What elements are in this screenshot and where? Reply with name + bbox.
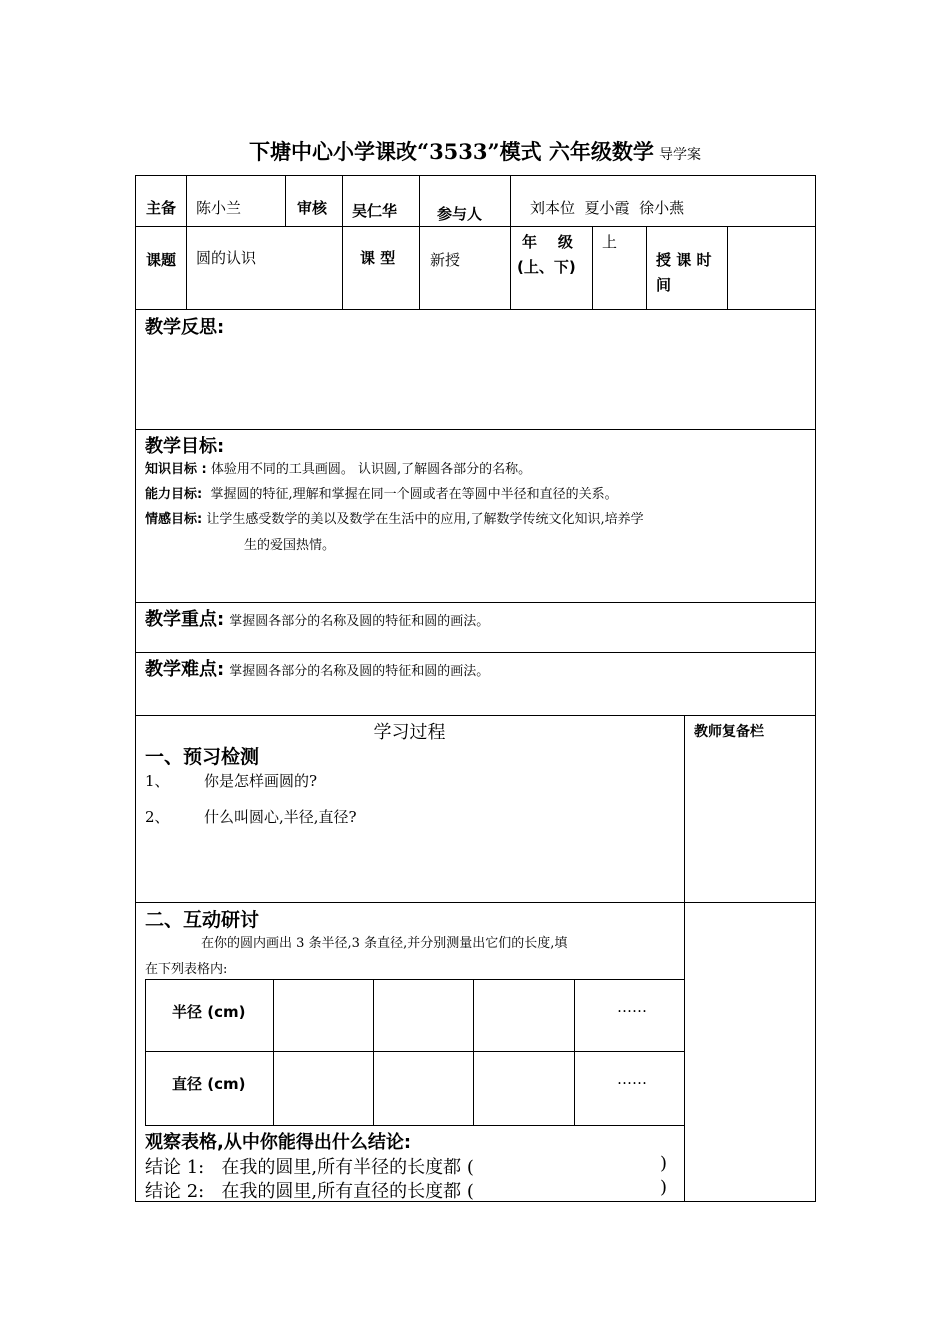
zhubei-value: 陈小兰 bbox=[196, 199, 242, 217]
canyu-value: 刘本位 夏小霞 徐小燕 bbox=[530, 199, 685, 217]
conclusion-2-close: ) bbox=[660, 1177, 668, 1198]
row-divider bbox=[135, 429, 816, 430]
row-divider bbox=[135, 715, 816, 716]
table-ellipsis: …… bbox=[617, 998, 647, 1016]
row-divider bbox=[135, 226, 816, 227]
teacher-column-header: 教师复备栏 bbox=[694, 724, 764, 740]
inner-table-border bbox=[145, 979, 684, 980]
inner-table-border bbox=[273, 979, 274, 1126]
process-title: 学习过程 bbox=[373, 722, 446, 743]
nianji-value: 上 bbox=[602, 233, 618, 251]
conclusion-2-label: 结论 2: bbox=[145, 1181, 205, 1202]
question-2-number: 2、 bbox=[145, 808, 170, 826]
key-point-text: 掌握圆各部分的名称及圆的特征和圆的画法。 bbox=[229, 614, 490, 629]
teacher-col-divider bbox=[684, 715, 685, 1201]
inner-table-border bbox=[145, 979, 146, 1126]
nianji-label-line2: (上、下) bbox=[517, 258, 576, 276]
knowledge-goal bbox=[145, 458, 531, 477]
row-divider bbox=[135, 652, 816, 653]
difficulty-text: 掌握圆各部分的名称及圆的特征和圆的画法。 bbox=[229, 664, 490, 679]
table-border-top bbox=[135, 175, 816, 176]
inner-table-border bbox=[473, 979, 474, 1126]
conclusion-1-text: 在我的圆里,所有半径的长度都 ( bbox=[221, 1157, 474, 1178]
col-divider bbox=[285, 175, 286, 226]
page-title bbox=[0, 136, 950, 166]
zhubei-label: 主备 bbox=[146, 199, 177, 217]
row-divider bbox=[135, 902, 816, 903]
section-2-title: 二、互动研讨 bbox=[145, 909, 260, 931]
table-row-radius-label: 半径 (cm) bbox=[172, 1003, 246, 1021]
question-1-text: 你是怎样画圆的? bbox=[204, 772, 318, 790]
inner-table-border bbox=[145, 1051, 684, 1052]
kexing-value: 新授 bbox=[430, 251, 461, 269]
row-divider bbox=[135, 309, 816, 310]
inner-table-border bbox=[373, 979, 374, 1126]
conclusion-2 bbox=[145, 1177, 474, 1203]
table-row-diameter-label: 直径 (cm) bbox=[172, 1075, 246, 1093]
table-border-right bbox=[815, 175, 816, 1202]
instruction-line-2: 在下列表格内: bbox=[145, 962, 228, 977]
title-sub: 导学案 bbox=[659, 147, 701, 163]
question-2-text: 什么叫圆心,半径,直径? bbox=[204, 808, 357, 826]
canyu-label: 参与人 bbox=[437, 205, 483, 223]
conclusion-2-text: 在我的圆里,所有直径的长度都 ( bbox=[221, 1181, 474, 1202]
ability-goal bbox=[145, 483, 618, 502]
conclusion-1 bbox=[145, 1153, 474, 1179]
keti-value: 圆的认识 bbox=[196, 249, 257, 267]
key-point bbox=[145, 605, 489, 631]
emotion-goal bbox=[145, 508, 644, 527]
nianji-label-line1: 年 级 bbox=[522, 233, 573, 251]
row-divider bbox=[135, 602, 816, 603]
emotion-goal-text-1: 让学生感受数学的美以及数学在生活中的应用,了解数学传统文化知识,培养学 bbox=[206, 512, 644, 527]
table-border-left bbox=[135, 175, 136, 1202]
shenhe-label: 审核 bbox=[297, 199, 328, 217]
goals-label: 教学目标: bbox=[145, 436, 225, 457]
col-divider bbox=[727, 226, 728, 309]
col-divider bbox=[419, 175, 420, 309]
kexing-label: 课 型 bbox=[360, 249, 396, 267]
difficulty-label: 教学难点: bbox=[145, 659, 225, 680]
inner-table-border bbox=[145, 1125, 684, 1126]
instruction-line-1: 在你的圆内画出 3 条半径,3 条直径,并分别测量出它们的长度,填 bbox=[201, 936, 568, 951]
col-divider bbox=[510, 175, 511, 309]
key-point-label: 教学重点: bbox=[145, 609, 225, 630]
reflection-label: 教学反思: bbox=[145, 317, 225, 338]
knowledge-goal-label: 知识目标 : bbox=[145, 462, 207, 477]
shenhe-value: 吴仁华 bbox=[352, 202, 398, 220]
table-ellipsis: …… bbox=[617, 1070, 647, 1088]
ability-goal-text: 掌握圆的特征,理解和掌握在同一个圆或者在等圆中半径和直径的关系。 bbox=[210, 487, 618, 502]
col-divider bbox=[646, 226, 647, 309]
col-divider bbox=[186, 175, 187, 309]
col-divider bbox=[592, 226, 593, 309]
inner-table-border bbox=[574, 979, 575, 1126]
title-main: 下塘中心小学课改“3533”模式 六年级数学 bbox=[248, 139, 654, 164]
conclusion-1-label: 结论 1: bbox=[145, 1157, 205, 1178]
difficulty bbox=[145, 655, 489, 681]
col-divider bbox=[342, 175, 343, 309]
keti-label: 课题 bbox=[146, 251, 177, 269]
question-1-number: 1、 bbox=[145, 772, 170, 790]
section-1-title: 一、预习检测 bbox=[145, 746, 260, 768]
knowledge-goal-text: 体验用不同的工具画圆。 认识圆,了解圆各部分的名称。 bbox=[210, 462, 532, 477]
shouke-label-line2: 间 bbox=[656, 276, 672, 294]
emotion-goal-label: 情感目标: bbox=[145, 512, 203, 527]
conclusion-1-close: ) bbox=[660, 1153, 668, 1174]
shouke-label-line1: 授 课 时 bbox=[656, 251, 712, 269]
observe-prompt: 观察表格,从中你能得出什么结论: bbox=[145, 1132, 412, 1153]
ability-goal-label: 能力目标: bbox=[145, 487, 203, 502]
emotion-goal-text-2: 生的爱国热情。 bbox=[244, 538, 336, 553]
